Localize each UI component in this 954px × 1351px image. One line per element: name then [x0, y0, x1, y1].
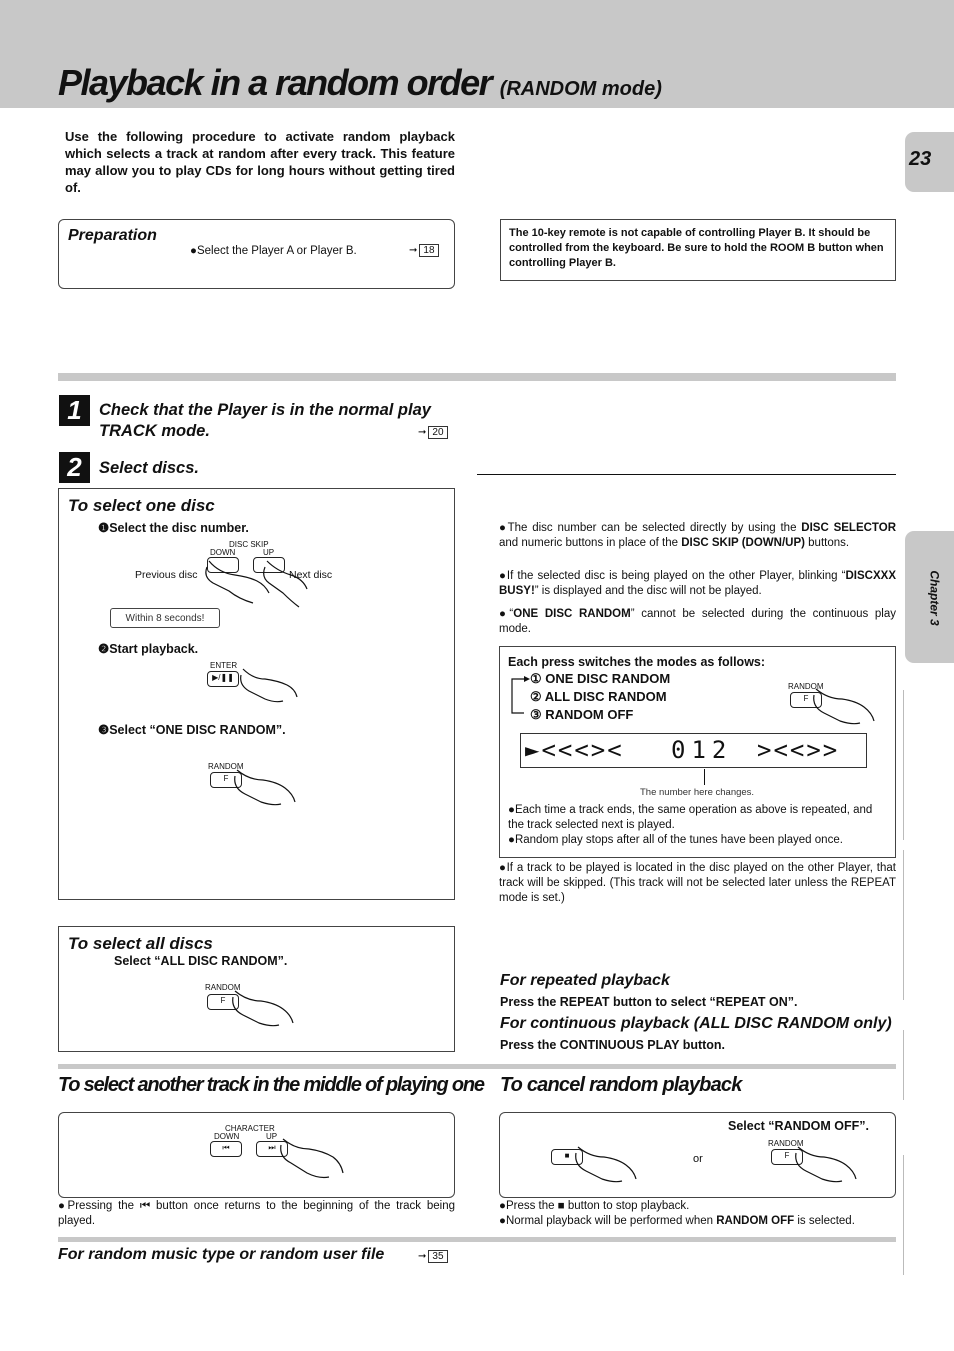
repeated-text: Press the REPEAT button to select “REPEAT ON”.	[500, 995, 798, 1009]
hand-icon	[572, 1143, 642, 1187]
continuous-text: Press the CONTINUOUS PLAY button.	[500, 1038, 726, 1052]
random-label: RANDOM	[205, 983, 241, 992]
music-type-heading: For random music type or random user file	[58, 1246, 385, 1263]
another-track-heading: To select another track in the middle of playing one	[58, 1074, 484, 1096]
repeated-heading: For repeated playback	[500, 972, 670, 989]
continuous-heading: For continuous playback (ALL DISC RANDOM only)	[500, 1015, 892, 1032]
margin-rule	[903, 690, 904, 840]
mode-random-off: ③ RANDOM OFF	[530, 707, 634, 722]
random-button[interactable]: F	[790, 692, 822, 708]
one-disc-heading: To select one disc	[68, 496, 215, 515]
display-track-number: 012	[671, 736, 733, 764]
cancel-box	[499, 1112, 896, 1198]
chapter-label: Chapter 3	[927, 570, 942, 626]
hand-icon	[277, 1135, 347, 1185]
another-track-note: ●Pressing the ⏮ button once returns to the beginning of the track being played.	[58, 1200, 455, 1227]
preparation-box	[58, 219, 455, 289]
random-button[interactable]: F	[210, 772, 242, 788]
stop-button[interactable]: ■	[551, 1149, 583, 1165]
one-disc-step-2: ❷Start playback.	[98, 642, 199, 656]
page-title: Playback in a random order (RANDOM mode)	[58, 62, 662, 103]
enter-play-pause-button[interactable]: ▶/❚❚	[207, 671, 239, 687]
preparation-text: ●Select the Player A or Player B.	[190, 245, 357, 257]
one-disc-box	[58, 488, 455, 900]
mode-all-disc-random: ② ALL DISC RANDOM	[530, 689, 667, 704]
hand-icon	[229, 987, 299, 1031]
mode-one-disc-random: ① ONE DISC RANDOM	[530, 671, 671, 686]
character-label: CHARACTER	[225, 1124, 275, 1133]
page-ref: ➞ 18	[409, 244, 439, 257]
up-label: UP	[263, 548, 275, 557]
random-button[interactable]: F	[771, 1149, 803, 1165]
modes-bullet-2: ●Random play stops after all of the tunes have been played once.	[508, 834, 843, 846]
random-label: RANDOM	[768, 1139, 804, 1148]
random-button[interactable]: F	[207, 994, 239, 1010]
lcd-display	[520, 733, 867, 768]
random-label: RANDOM	[208, 762, 244, 771]
note-disc-busy: ●If the selected disc is being played on the other Player, blinking “DISCXXX BUSY!” is displayed and the disc will not be played.	[499, 570, 896, 597]
pointer-line	[704, 769, 705, 785]
down-label: DOWN	[214, 1132, 240, 1141]
step-1-line-1: Check that the Player is in the normal play	[99, 401, 431, 419]
previous-track-button[interactable]: ⏮	[210, 1141, 242, 1157]
modes-bullet-1: ●Each time a track ends, the same operation as above is repeated, and the track selected next is played.	[508, 804, 873, 831]
step-2-text: Select discs.	[99, 459, 199, 477]
step-2-number: 2	[59, 452, 90, 483]
hand-icon	[237, 665, 301, 705]
display-left-segment: ►<<<><	[525, 736, 624, 764]
display-right-segment: ><<>>	[757, 736, 840, 764]
one-disc-step-1: ❶Select the disc number.	[98, 521, 249, 535]
number-changes-caption: The number here changes.	[640, 787, 755, 798]
remote-note: The 10-key remote is not capable of controlling Player B. It should be controlled from the keyboard. Be sure to hold the ROOM B button when controlling Player B.	[509, 227, 884, 269]
cycle-arrow-icon	[508, 673, 530, 719]
page-number-tab	[905, 132, 954, 192]
section-bar	[58, 1237, 896, 1242]
cancel-select-text: Select “RANDOM OFF”.	[728, 1119, 869, 1133]
margin-rule	[903, 1030, 904, 1100]
page-ref: ➞ 35	[418, 1250, 448, 1263]
cancel-note-2: ●Normal playback will be performed when RANDOM OFF is selected.	[499, 1215, 855, 1227]
or-label: or	[693, 1153, 703, 1165]
another-track-box	[58, 1112, 455, 1198]
next-track-button[interactable]: ⏭	[256, 1141, 288, 1157]
hand-icon	[199, 559, 309, 615]
chapter-tab	[905, 531, 954, 663]
page-number: 23	[909, 148, 932, 170]
enter-label: ENTER	[210, 661, 238, 670]
cancel-heading: To cancel random playback	[500, 1074, 742, 1096]
step-1-line-2: TRACK mode.	[99, 422, 210, 440]
previous-disc-label: Previous disc	[135, 569, 198, 581]
all-discs-text: Select “ALL DISC RANDOM”.	[114, 954, 288, 968]
step-1-number: 1	[59, 395, 90, 426]
margin-rule	[903, 1155, 904, 1275]
note-continuous: ●“ONE DISC RANDOM” cannot be selected during the continuous play mode.	[499, 608, 897, 635]
within-8-seconds-callout: Within 8 seconds!	[110, 608, 220, 628]
remote-note-box	[500, 219, 896, 281]
next-disc-label: Next disc	[289, 569, 333, 581]
note-disc-selector: ●The disc number can be selected directly by using the DISC SELECTOR and numeric buttons in place of the DISC SKIP (DOWN/UP) buttons.	[499, 522, 897, 549]
all-discs-heading: To select all discs	[68, 934, 213, 953]
hand-icon	[810, 685, 880, 729]
divider	[477, 474, 896, 475]
down-label: DOWN	[210, 548, 236, 557]
section-bar	[58, 373, 896, 381]
all-discs-box	[58, 926, 455, 1052]
preparation-heading: Preparation	[68, 227, 157, 244]
margin-rule	[903, 850, 904, 1000]
page-subtitle: (RANDOM mode)	[499, 78, 662, 100]
disc-skip-label: DISC SKIP	[229, 540, 269, 549]
hand-icon	[231, 766, 301, 810]
random-label: RANDOM	[788, 682, 824, 691]
up-label: UP	[266, 1132, 278, 1141]
one-disc-step-3: ❸Select “ONE DISC RANDOM”.	[98, 723, 286, 737]
cancel-note-1: ●Press the ■ button to stop playback.	[499, 1200, 690, 1212]
intro-text: Use the following procedure to activate random playback which selects a track at random after every track. This feature may allow you to play CDs for long hours without getting tired of.	[65, 129, 455, 195]
modes-heading: Each press switches the modes as follows:	[508, 655, 766, 669]
modes-box	[499, 646, 896, 858]
hand-icon	[792, 1143, 862, 1187]
note-skip: ●If a track to be played is located in the disc played on the other Player, that track will be skipped. (This track will not be selected later unless the REPEAT mode is set.)	[499, 862, 896, 904]
section-bar	[58, 1064, 896, 1069]
page-ref: ➞ 20	[418, 426, 448, 439]
